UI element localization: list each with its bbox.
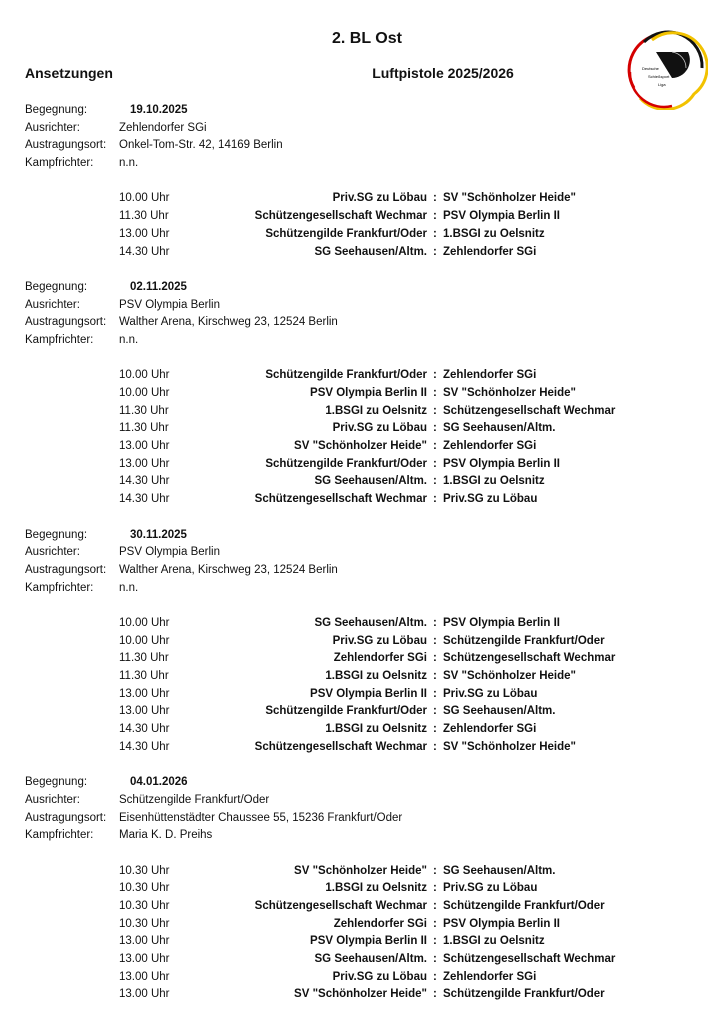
match-row <box>0 190 724 208</box>
away-team: Schützengilde Frankfurt/Oder <box>443 634 605 647</box>
schedule <box>0 102 724 1022</box>
match-row <box>0 615 724 633</box>
home-team: Schützengesellschaft Wechmar <box>254 740 427 753</box>
label-ort: Austragungsort: <box>25 316 107 329</box>
home-team: PSV Olympia Berlin II <box>310 935 427 948</box>
label-ausrichter: Ausrichter: <box>25 298 80 311</box>
match-time: 11.30 Uhr <box>119 210 169 223</box>
match-row <box>0 633 724 651</box>
separator: : <box>433 493 437 506</box>
label-ausrichter: Ausrichter: <box>25 121 80 134</box>
away-team: SG Seehausen/Altm. <box>443 422 556 435</box>
home-team: Schützengesellschaft Wechmar <box>254 899 427 912</box>
home-team: 1.BSGI zu Oelsnitz <box>325 882 427 895</box>
away-team: Schützengesellschaft Wechmar <box>443 652 616 665</box>
separator: : <box>433 687 437 700</box>
separator: : <box>433 899 437 912</box>
home-team: Schützengesellschaft Wechmar <box>254 493 427 506</box>
svg-text:Liga: Liga <box>658 82 666 87</box>
match-row <box>0 208 724 226</box>
match-row <box>0 244 724 262</box>
match-row <box>0 473 724 491</box>
label-kampfrichter: Kampfrichter: <box>25 157 94 170</box>
home-team: 1.BSGI zu Oelsnitz <box>325 670 427 682</box>
info-ausrichter <box>0 297 724 315</box>
info-kampfrichter <box>0 155 724 173</box>
match-time: 10.00 Uhr <box>119 387 170 399</box>
match-date: 30.11.2025 <box>130 528 187 541</box>
match-row <box>0 916 724 934</box>
away-team: Schützengilde Frankfurt/Oder <box>443 988 605 1001</box>
separator: : <box>433 634 437 647</box>
match-time: 13.00 Uhr <box>119 988 170 1001</box>
host-value: PSV Olympia Berlin <box>119 298 220 311</box>
away-team: 1.BSGI zu Oelsnitz <box>443 227 545 240</box>
blank-line <box>0 350 724 368</box>
away-team: PSV Olympia Berlin II <box>443 917 560 930</box>
match-time: 13.00 Uhr <box>119 440 170 453</box>
match-time: 13.00 Uhr <box>119 227 170 240</box>
home-team: Zehlendorfer SGi <box>333 917 427 930</box>
info-begegnung <box>0 774 724 792</box>
home-team: Priv.SG zu Löbau <box>332 634 427 647</box>
info-ort <box>0 562 724 580</box>
info-kampfrichter <box>0 827 724 845</box>
separator: : <box>433 245 437 258</box>
match-row <box>0 668 724 686</box>
referee-value: n.n. <box>119 581 139 594</box>
match-time: 10.30 Uhr <box>119 864 170 877</box>
home-team: Schützengilde Frankfurt/Oder <box>265 369 427 382</box>
league-logo <box>622 28 708 110</box>
home-team: 1.BSGI zu Oelsnitz <box>325 723 427 736</box>
label-kampfrichter: Kampfrichter: <box>25 333 94 346</box>
home-team: Schützengesellschaft Wechmar <box>254 210 427 223</box>
match-row <box>0 420 724 438</box>
separator: : <box>433 404 437 417</box>
separator: : <box>433 422 437 435</box>
away-team: Zehlendorfer SGi <box>443 970 537 983</box>
match-time: 13.00 Uhr <box>119 970 170 983</box>
info-ort <box>0 810 724 828</box>
match-row <box>0 367 724 385</box>
host-value: Schützengilde Frankfurt/Oder <box>119 793 270 806</box>
separator: : <box>433 227 437 240</box>
match-time: 10.30 Uhr <box>119 882 170 895</box>
away-team: SV "Schönholzer Heide" <box>443 670 576 682</box>
away-team: Zehlendorfer SGi <box>443 245 537 258</box>
match-time: 11.30 Uhr <box>119 422 169 435</box>
home-team: Schützengilde Frankfurt/Oder <box>265 227 427 240</box>
info-ausrichter <box>0 792 724 810</box>
away-team: Schützengilde Frankfurt/Oder <box>443 899 605 912</box>
blank-line <box>0 1004 724 1022</box>
label-ausrichter: Ausrichter: <box>25 546 80 559</box>
venue-value: Walther Arena, Kirschweg 23, 12524 Berlin <box>119 316 338 329</box>
away-team: Priv.SG zu Löbau <box>443 687 538 700</box>
match-time: 14.30 Uhr <box>119 493 170 506</box>
match-time: 14.30 Uhr <box>119 475 170 488</box>
match-row <box>0 969 724 987</box>
match-time: 13.00 Uhr <box>119 687 170 700</box>
away-team: Zehlendorfer SGi <box>443 723 537 736</box>
info-begegnung <box>0 102 724 120</box>
home-team: Priv.SG zu Löbau <box>332 192 427 205</box>
separator: : <box>433 369 437 382</box>
venue-value: Onkel-Tom-Str. 42, 14169 Berlin <box>119 139 283 152</box>
away-team: SG Seehausen/Altm. <box>443 705 556 718</box>
separator: : <box>433 953 437 965</box>
label-ort: Austragungsort: <box>25 811 107 824</box>
separator: : <box>433 192 437 205</box>
away-team: 1.BSGI zu Oelsnitz <box>443 475 545 488</box>
match-row <box>0 438 724 456</box>
match-row <box>0 686 724 704</box>
referee-value: Maria K. D. Preihs <box>119 829 213 842</box>
label-ort: Austragungsort: <box>25 139 107 152</box>
home-team: SG Seehausen/Altm. <box>314 616 427 629</box>
match-time: 11.30 Uhr <box>119 404 169 417</box>
match-row <box>0 898 724 916</box>
match-row <box>0 880 724 898</box>
match-row <box>0 491 724 509</box>
match-time: 11.30 Uhr <box>119 652 169 665</box>
label-kampfrichter: Kampfrichter: <box>25 581 94 594</box>
separator: : <box>433 864 437 877</box>
match-row <box>0 863 724 881</box>
match-row <box>0 739 724 757</box>
match-time: 10.00 Uhr <box>119 192 170 205</box>
host-value: PSV Olympia Berlin <box>119 546 220 559</box>
blank-line <box>0 173 724 191</box>
separator: : <box>433 210 437 223</box>
home-team: Priv.SG zu Löbau <box>332 422 427 435</box>
match-time: 13.00 Uhr <box>119 705 170 718</box>
away-team: SV "Schönholzer Heide" <box>443 387 576 399</box>
venue-value: Walther Arena, Kirschweg 23, 12524 Berlin <box>119 563 338 576</box>
home-team: Schützengilde Frankfurt/Oder <box>265 705 427 718</box>
match-time: 10.00 Uhr <box>119 634 170 647</box>
match-row <box>0 385 724 403</box>
info-begegnung <box>0 527 724 545</box>
match-time: 13.00 Uhr <box>119 953 170 965</box>
page-title: 2. BL Ost <box>332 30 402 47</box>
blank-line <box>0 261 724 279</box>
match-time: 10.00 Uhr <box>119 369 170 382</box>
separator: : <box>433 616 437 629</box>
away-team: Priv.SG zu Löbau <box>443 493 538 506</box>
away-team: Priv.SG zu Löbau <box>443 882 538 895</box>
match-time: 13.00 Uhr <box>119 935 170 948</box>
blank-line <box>0 597 724 615</box>
info-begegnung <box>0 279 724 297</box>
away-team: PSV Olympia Berlin II <box>443 457 560 470</box>
blank-line <box>0 509 724 527</box>
match-time: 13.00 Uhr <box>119 457 170 470</box>
discipline-heading: Luftpistole 2025/2026 <box>372 65 514 81</box>
label-begegnung: Begegnung: <box>25 104 88 116</box>
separator: : <box>433 988 437 1001</box>
host-value: Zehlendorfer SGi <box>119 121 207 134</box>
home-team: Schützengilde Frankfurt/Oder <box>265 457 427 470</box>
referee-value: n.n. <box>119 333 139 346</box>
home-team: 1.BSGI zu Oelsnitz <box>325 404 427 417</box>
info-ausrichter <box>0 544 724 562</box>
home-team: PSV Olympia Berlin II <box>310 687 427 700</box>
home-team: Priv.SG zu Löbau <box>332 970 427 983</box>
match-date: 19.10.2025 <box>130 104 188 116</box>
blank-line <box>0 756 724 774</box>
home-team: PSV Olympia Berlin II <box>310 387 427 399</box>
separator: : <box>433 705 437 718</box>
match-row <box>0 650 724 668</box>
match-row <box>0 456 724 474</box>
separator: : <box>433 935 437 948</box>
away-team: SV "Schönholzer Heide" <box>443 740 576 753</box>
separator: : <box>433 387 437 399</box>
svg-text:Schießsport: Schießsport <box>648 74 670 79</box>
separator: : <box>433 970 437 983</box>
match-time: 11.30 Uhr <box>119 670 169 682</box>
away-team: 1.BSGI zu Oelsnitz <box>443 935 545 948</box>
home-team: SG Seehausen/Altm. <box>314 475 427 488</box>
referee-value: n.n. <box>119 157 139 170</box>
match-time: 10.30 Uhr <box>119 899 170 912</box>
away-team: Schützengesellschaft Wechmar <box>443 404 616 417</box>
separator: : <box>433 475 437 488</box>
blank-line <box>0 845 724 863</box>
svg-text:Deutsche: Deutsche <box>642 66 659 71</box>
match-row <box>0 403 724 421</box>
home-team: SV "Schönholzer Heide" <box>294 864 427 877</box>
match-time: 10.00 Uhr <box>119 616 170 629</box>
away-team: SG Seehausen/Altm. <box>443 864 556 877</box>
info-kampfrichter <box>0 580 724 598</box>
away-team: Zehlendorfer SGi <box>443 440 537 453</box>
home-team: SV "Schönholzer Heide" <box>294 988 427 1001</box>
home-team: SG Seehausen/Altm. <box>314 953 427 965</box>
away-team: PSV Olympia Berlin II <box>443 210 560 223</box>
home-team: SV "Schönholzer Heide" <box>294 440 427 453</box>
match-date: 02.11.2025 <box>130 280 187 293</box>
separator: : <box>433 882 437 895</box>
info-kampfrichter <box>0 332 724 350</box>
match-time: 14.30 Uhr <box>119 245 170 258</box>
match-row <box>0 986 724 1004</box>
separator: : <box>433 440 437 453</box>
match-row <box>0 721 724 739</box>
separator: : <box>433 723 437 736</box>
info-ausrichter <box>0 120 724 138</box>
separator: : <box>433 670 437 682</box>
label-begegnung: Begegnung: <box>25 776 88 789</box>
label-ausrichter: Ausrichter: <box>25 793 80 806</box>
separator: : <box>433 652 437 665</box>
away-team: PSV Olympia Berlin II <box>443 616 560 629</box>
match-time: 10.30 Uhr <box>119 917 170 930</box>
section-heading: Ansetzungen <box>25 65 113 81</box>
label-begegnung: Begegnung: <box>25 280 88 293</box>
info-ort <box>0 137 724 155</box>
separator: : <box>433 740 437 753</box>
away-team: Zehlendorfer SGi <box>443 369 537 382</box>
separator: : <box>433 917 437 930</box>
match-date: 04.01.2026 <box>130 776 188 789</box>
match-row <box>0 226 724 244</box>
label-kampfrichter: Kampfrichter: <box>25 829 94 842</box>
info-ort <box>0 314 724 332</box>
label-begegnung: Begegnung: <box>25 528 88 541</box>
match-row <box>0 703 724 721</box>
match-row <box>0 951 724 969</box>
label-ort: Austragungsort: <box>25 563 107 576</box>
match-time: 14.30 Uhr <box>119 740 170 753</box>
home-team: Zehlendorfer SGi <box>333 652 427 665</box>
match-time: 14.30 Uhr <box>119 723 170 736</box>
venue-value: Eisenhüttenstädter Chaussee 55, 15236 Frankfurt/Oder <box>119 811 403 824</box>
match-row <box>0 933 724 951</box>
away-team: SV "Schönholzer Heide" <box>443 192 576 205</box>
home-team: SG Seehausen/Altm. <box>314 245 427 258</box>
separator: : <box>433 457 437 470</box>
away-team: Schützengesellschaft Wechmar <box>443 953 616 965</box>
